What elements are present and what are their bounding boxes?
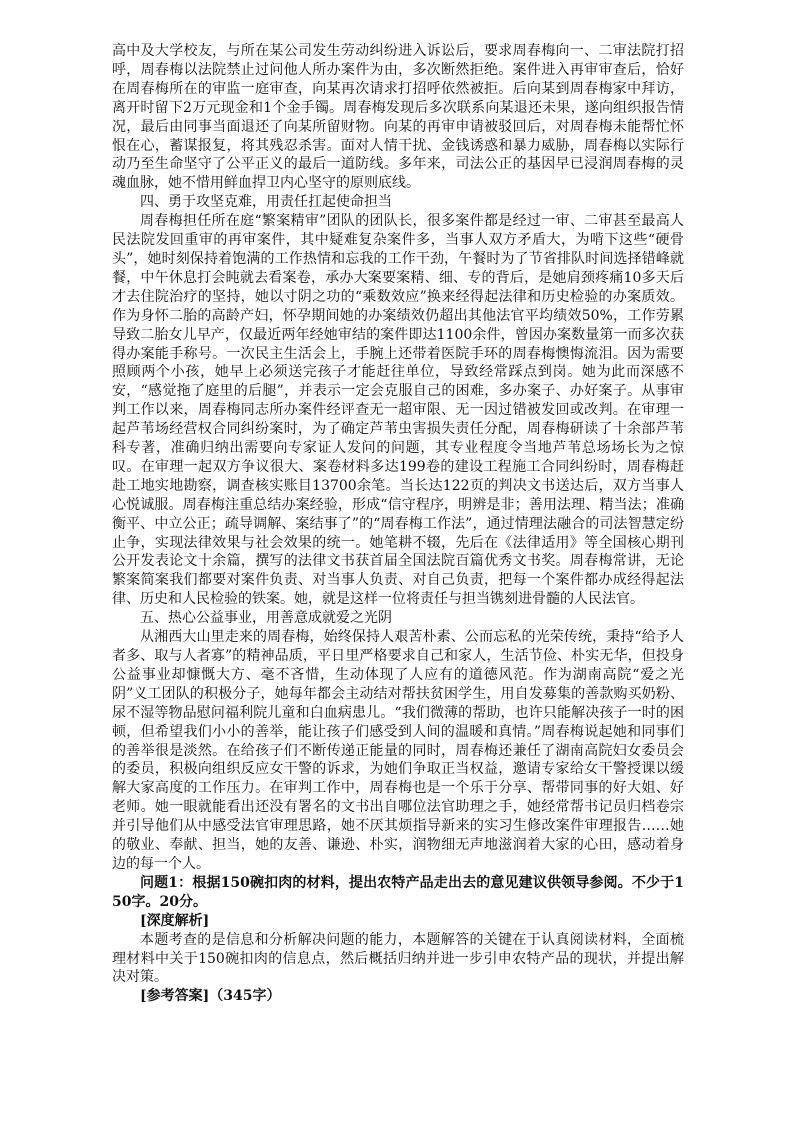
question-text: 问题1：根据150碗扣肉的材料，提出农特产品走出去的意见建议供领导参阅。不少于150字。20分。 — [112, 874, 684, 910]
document-page — [112, 42, 684, 1006]
body-paragraph: 高中及大学校友，与所在某公司发生劳动纠纷进入诉讼后，要求周春梅向一、二审法院打招呼，周春梅以法院禁止过问他人所办案件为由，多次断然拒绝。案件进入再审审查后，恰好在周春梅所在的审监一庭审查，向某再次请求打招呼依然被拒。后向某到周春梅家中拜访，离开时留下2万元现金和1个金手镯。周春梅发现后多次联系向某退还未果，遂向组织报告情况，最后由同事当面退还了向某所留财物。向某的再审申请被驳回后，对周春梅未能帮忙怀恨在心，蓄谋报复，将其残忍杀害。面对人情干扰、金钱诱惑和暴力威胁，周春梅以实际行动乃至生命坚守了公平正义的最后一道防线。多年来，司法公正的基因早已浸润周春梅的灵魂血脉，她不惜用鲜血捍卫内心坚守的原则底线。 — [112, 43, 684, 192]
section-heading: 四、勇于攻坚克难，用责任扛起使命担当 — [140, 194, 392, 211]
analysis-label: [深度解析] — [140, 912, 210, 929]
body-paragraph: 从湘西大山里走来的周春梅，始终保持人艰苦朴素、公而忘私的光荣传统，秉持“给予人者多、取与人者寡”的精神品质，平日里严格要求自己和家人，生活节俭、朴实无华，但投身公益事业却慷慨大方、毫不吝惜，生动体现了人应有的道德风范。作为湖南高院“爱之光阴”义工团队的积极分子，她每年都会主动结对帮扶贫困学生，用自发募集的善款购买奶粉、尿不湿等物品慰问福利院儿童和白血病患儿。“我们微薄的帮助，也许只能解决孩子一时的困顿，但希望我们小小的善举，能让孩子们感受到人间的温暖和真情。”周春梅说起她和同事们的善举很是淡然。在给孩子们不断传递正能量的同时，周春梅还兼任了湖南高院妇女委员会的委员，积极向组织反应女干警的诉求，为她们争取正当权益，邀请专家给女干警授课以缓解大家高度的工作压力。在审判工作中，周春梅也是一个乐于分享、帮带同事的好大姐、好老师。她一眼就能看出还没有署名的文书出自哪位法官助理之手，她经常帮书记员归档卷宗并引导他们从中感受法官审理思路，她不厌其烦指导新来的实习生修改案件审理报告……她的敬业、奉献、担当，她的友善、谦逊、朴实，润物细无声地滋润着大家的心田，感动着身边的每一个人。 — [112, 629, 684, 872]
section-heading: 五、热心公益事业，用善意成就爱之光阴 — [140, 610, 392, 627]
body-paragraph: 周春梅担任所在庭“繁案精审”团队的团队长，很多案件都是经过一审、二审甚至最高人民法院发回重审的再审案件，其中疑难复杂案件多，当事人双方矛盾大，为啃下这些“硬骨头”，她时刻保持着饱满的工作热情和忘我的工作干劲，午餐时为了节省排队时间选择错峰就餐，中午休息打会盹就去看案卷，承办大案要案精、细、专的背后，是她肩颈疼痛10多天后才去住院治疗的坚持，她以寸阴之功的“乘数效应”换来经得起法律和历史检验的办案质效。作为身怀二胎的高龄产妇，怀孕期间她的办案绩效仍超出其他法官平均绩效50%，工作劳累导致二胎女儿早产，仅最近两年经她审结的案件即达1100余件，曾因办案数量第一而多次获得办案能手称号。一次民主生活会上，手腕上还带着医院手环的周春梅懊悔流泪。因为需要照顾两个小孩，她早上必须送完孩子才能赶往单位，导致经常踩点到岗。她为此而深感不安，“感觉拖了庭里的后腿”，并表示一定会克服自己的困难，多办案子、办好案子。从事审判工作以来，周春梅同志所办案件经评查无一超审限、无一因过错被发回或改判。在审理一起芦苇场经营权合同纠纷案时，为了确定芦苇虫害损失责任分配，周春梅研读了十余部芦苇科专著，准确归纳出需要向专家证人发问的问题，其专业程度令当地芦苇总场场长为之惊叹。在审理一起双方争议很大、案卷材料多达199卷的建设工程施工合同纠纷时，周春梅赶赴工地实地勘察，调查核实账目13700余笔。当长达122页的判决文书送达后，双方当事人心悦诚服。周春梅注重总结办案经验，形成“信守程序，明辨是非；善用法理、精当法；准确衡平、中立公正；疏导调解、案结事了”的“周春梅工作法”，通过情理法融合的司法智慧定纷止争，实现法律效果与社会效果的统一。她笔耕不辍，先后在《法律适用》等全国核心期刊公开发表论文十余篇，撰写的法律文书获首届全国法院百篇优秀文书奖。周春梅常讲，无论繁案简案我们都要对案件负责、对当事人负责、对自己负责，把每一个案件都办成经得起法律、历史和人民检验的铁案。她，就是这样一位将责任与担当镌刻进骨髓的人民法官。 — [112, 213, 684, 608]
analysis-text: 本题考查的是信息和分析解决问题的能力，本题解答的关键在于认真阅读材料，全面梳理材料中关于150碗扣肉的信息点，然后概括归纳并进一步引申农特产品的现状，并提出解决对策。 — [112, 931, 684, 986]
answer-label: [参考答案]（345字） — [140, 988, 281, 1005]
